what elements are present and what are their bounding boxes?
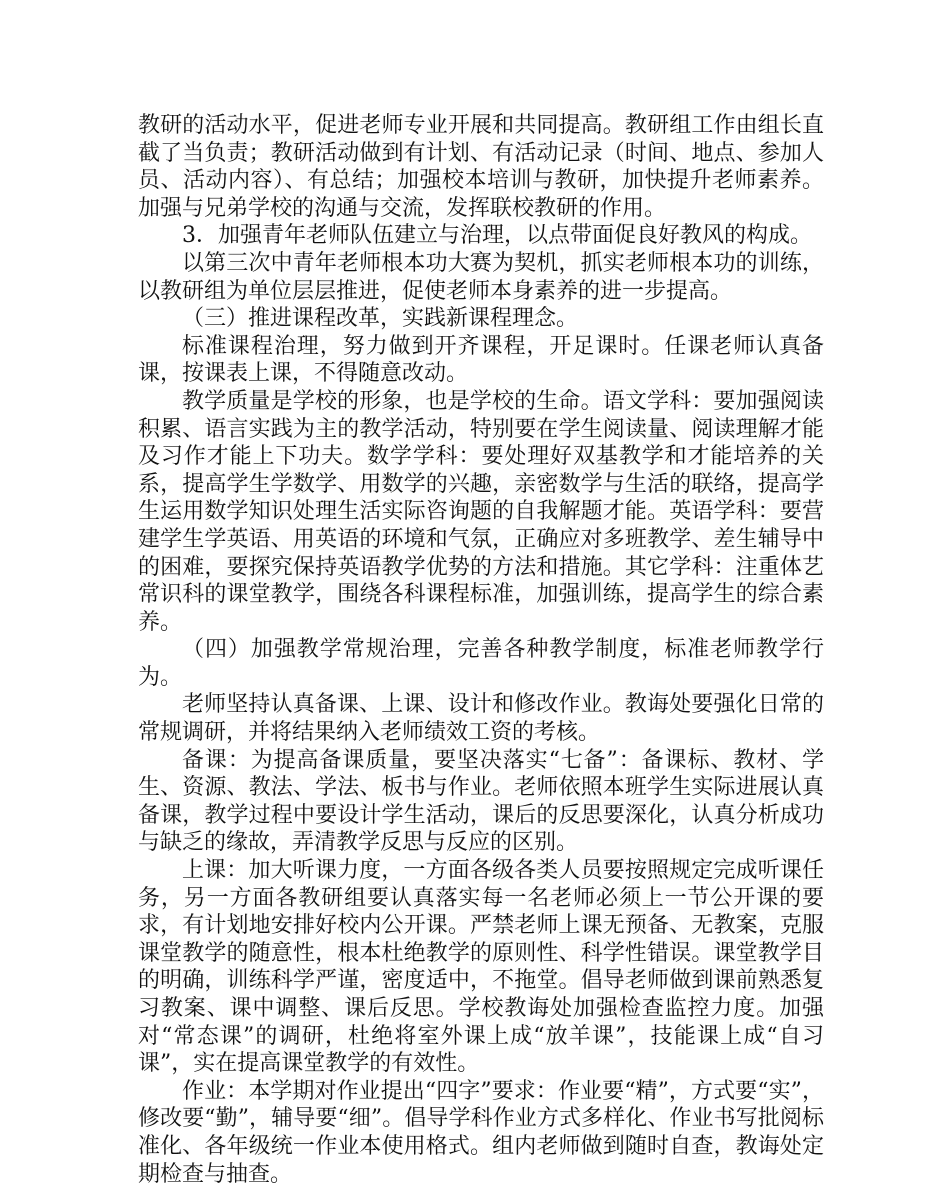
heading-section-3: （三）推进课程改革，实践新课程理念。	[182, 306, 579, 332]
paragraph-item-3: 3．加强青年老师队伍建立与治理，以点带面促良好教风的构成。	[182, 223, 812, 249]
heading-section-4: （四）加强教学常规治理，完善各种教学制度，标准老师教学行为。	[138, 637, 824, 690]
paragraph-contest: 以第三次中青年老师根本功大赛为契机，抓实老师根本功的训练，以教研组为单位层层推进，促使老师本身素养的进一步提高。	[138, 250, 824, 304]
document-body	[138, 112, 824, 1188]
paragraph-curriculum: 标准课程治理，努力做到开齐课程，开足课时。任课老师认真备课，按课表上课，不得随意改动。	[138, 333, 824, 387]
paragraph-routine: 老师坚持认真备课、上课、设计和修改作业。教诲处要强化日常的常规调研，并将结果纳入老师绩效工资的考核。	[138, 692, 824, 746]
paragraph-class-teaching: 上课：加大听课力度，一方面各级各类人员要按照规定完成听课任务，另一方面各教研组要认真落实每一名老师必须上一节公开课的要求，有计划地安排好校内公开课。严禁老师上课无预备、无教案，克服课堂教学的随意性，根本杜绝教学的原则性、科学性错误。课堂教学目的明确，训练科学严谨，密度适中，不拖堂。倡导老师做到课前熟悉复习教案、课中调整、课后反思。学校教诲处加强检查监控力度。加强对“常态课”的调研，杜绝将室外课上成“放羊课”，技能课上成“自习课”，实在提高课堂教学的有效性。	[138, 858, 824, 1077]
paragraph-quality: 教学质量是学校的形象，也是学校的生命。语文学科：要加强阅读积累、语言实践为主的教学活动，特别要在学生阅读量、阅读理解才能及习作才能上下功夫。数学学科：要处理好双基教学和才能培养的关系，提高学生学数学、用数学的兴趣，亲密数学与生活的联络，提高学生运用数学知识处理生活实际咨询题的自我解题才能。英语学科：要营建学生学英语、用英语的环境和气氛，正确应对多班教学、差生辅导中的困难，要探究保持英语教学优势的方法和措施。其它学科：注重体艺常识科的课堂教学，围绕各科课程标准，加强训练，提高学生的综合素养。	[138, 388, 824, 635]
paragraph-homework: 作业：本学期对作业提出“四字”要求：作业要“精”，方式要“实”，修改要“勤”，辅导要“细”。倡导学科作业方式多样化、作业书写批阅标准化、各年级统一作业本使用格式。组内老师做到随时自查，教诲处定期检查与抽查。	[138, 1078, 824, 1187]
paragraph-continued: 教研的活动水平，促进老师专业开展和共同提高。教研组工作由组长直截了当负责；教研活动做到有计划、有活动记录（时间、地点、参加人员、活动内容）、有总结；加强校本培训与教研，加快提升老师素养。加强与兄弟学校的沟通与交流，发挥联校教研的作用。	[138, 113, 824, 221]
paragraph-lesson-prep: 备课：为提高备课质量，要坚决落实“七备”：备课标、教材、学生、资源、教法、学法、板书与作业。老师依照本班学生实际进展认真备课，教学过程中要设计学生活动，课后的反思要深化，认真分析成功与缺乏的缘故，弄清教学反思与反应的区别。	[138, 747, 824, 856]
